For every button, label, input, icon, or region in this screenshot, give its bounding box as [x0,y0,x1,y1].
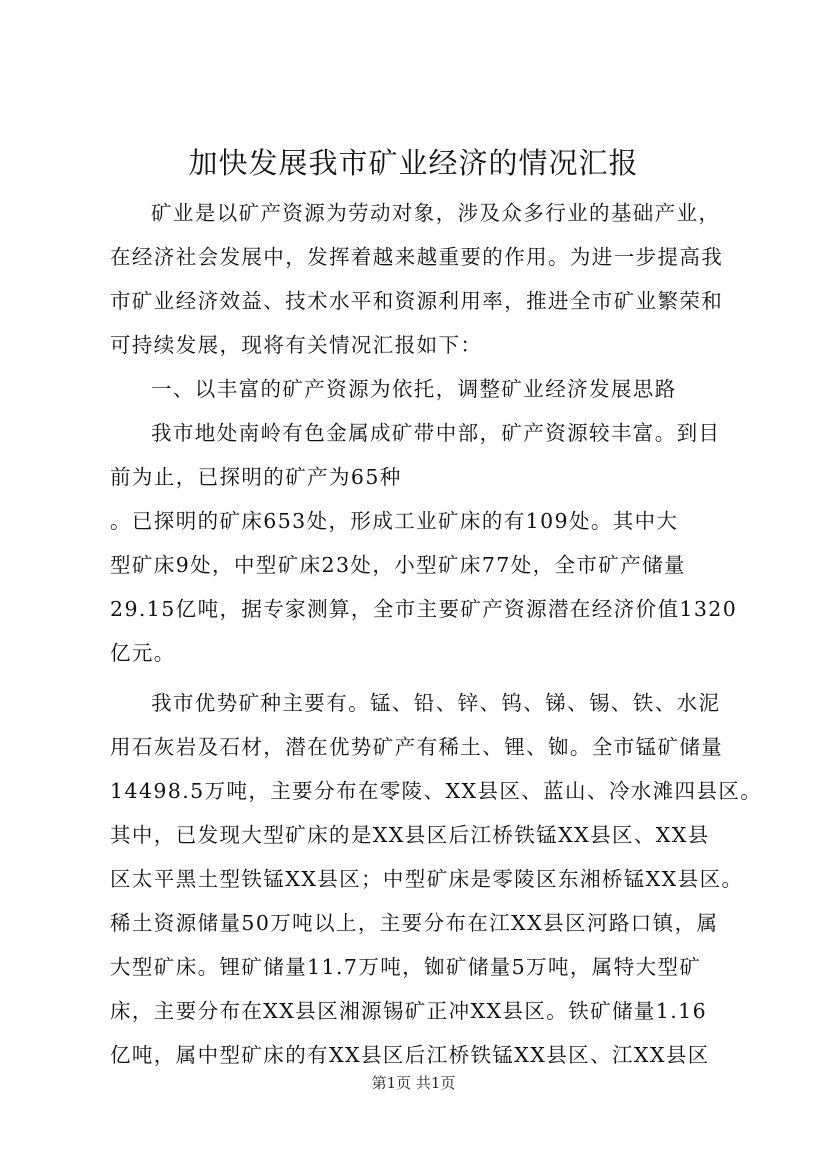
paragraph-line: 在经济社会发展中，发挥着越来越重要的作用。为进一步提高我 [110,245,724,269]
paragraph-line: 型矿床9处，中型矿床23处，小型矿床77处，全市矿产储量 [110,553,686,577]
paragraph-line: 其中，已发现大型矿床的是XX县区后江桥铁锰XX县区、XX县 [110,823,710,847]
paragraph-line: 市矿业经济效益、技术水平和资源利用率，推进全市矿业繁荣和 [110,289,724,313]
paragraph-line: 14498.5万吨，主要分布在零陵、XX县区、蓝山、冷水滩四县区。 [110,779,763,803]
paragraph-line: 我市优势矿种主要有。锰、铅、锌、钨、锑、锡、铁、水泥 [151,691,721,715]
paragraph-line: 大型矿床。锂矿储量11.7万吨，铷矿储量5万吨，属特大型矿 [110,955,702,979]
paragraph-line: 稀土资源储量50万吨以上，主要分布在江XX县区河路口镇，属 [110,911,719,935]
paragraph-line: 用石灰岩及石材，潜在优势矿产有稀土、锂、铷。全市锰矿储量 [110,735,724,759]
paragraph-line: 亿元。 [110,641,176,665]
document-body [110,191,763,1077]
document-title: 加快发展我市矿业经济的情况汇报 [188,146,639,180]
paragraph-line: 区太平黑土型铁锰XX县区；中型矿床是零陵区东湘桥锰XX县区。 [110,867,744,891]
paragraph-line: 29.15亿吨，据专家测算，全市主要矿产资源潜在经济价值1320 [110,597,738,621]
section-heading: 一、以丰富的矿产资源为依托，调整矿业经济发展思路 [151,377,677,401]
paragraph-line: 前为止，已探明的矿产为65种 [110,465,402,489]
paragraph-line: 亿吨，属中型矿床的有XX县区后江桥铁锰XX县区、江XX县区 [110,1043,710,1067]
paragraph-line: 。已探明的矿床653处，形成工业矿床的有109处。其中大 [110,509,679,533]
page-footer: 第1页 共1页 [371,1074,456,1092]
paragraph-line: 可持续发展，现将有关情况汇报如下： [110,333,483,357]
paragraph-line: 床，主要分布在XX县区湘源锡矿正冲XX县区。铁矿储量1.16 [110,999,708,1023]
paragraph-line: 矿业是以矿产资源为劳动对象，涉及众多行业的基础产业， [151,201,721,225]
paragraph-line: 我市地处南岭有色金属成矿带中部，矿产资源较丰富。到目 [151,421,721,445]
